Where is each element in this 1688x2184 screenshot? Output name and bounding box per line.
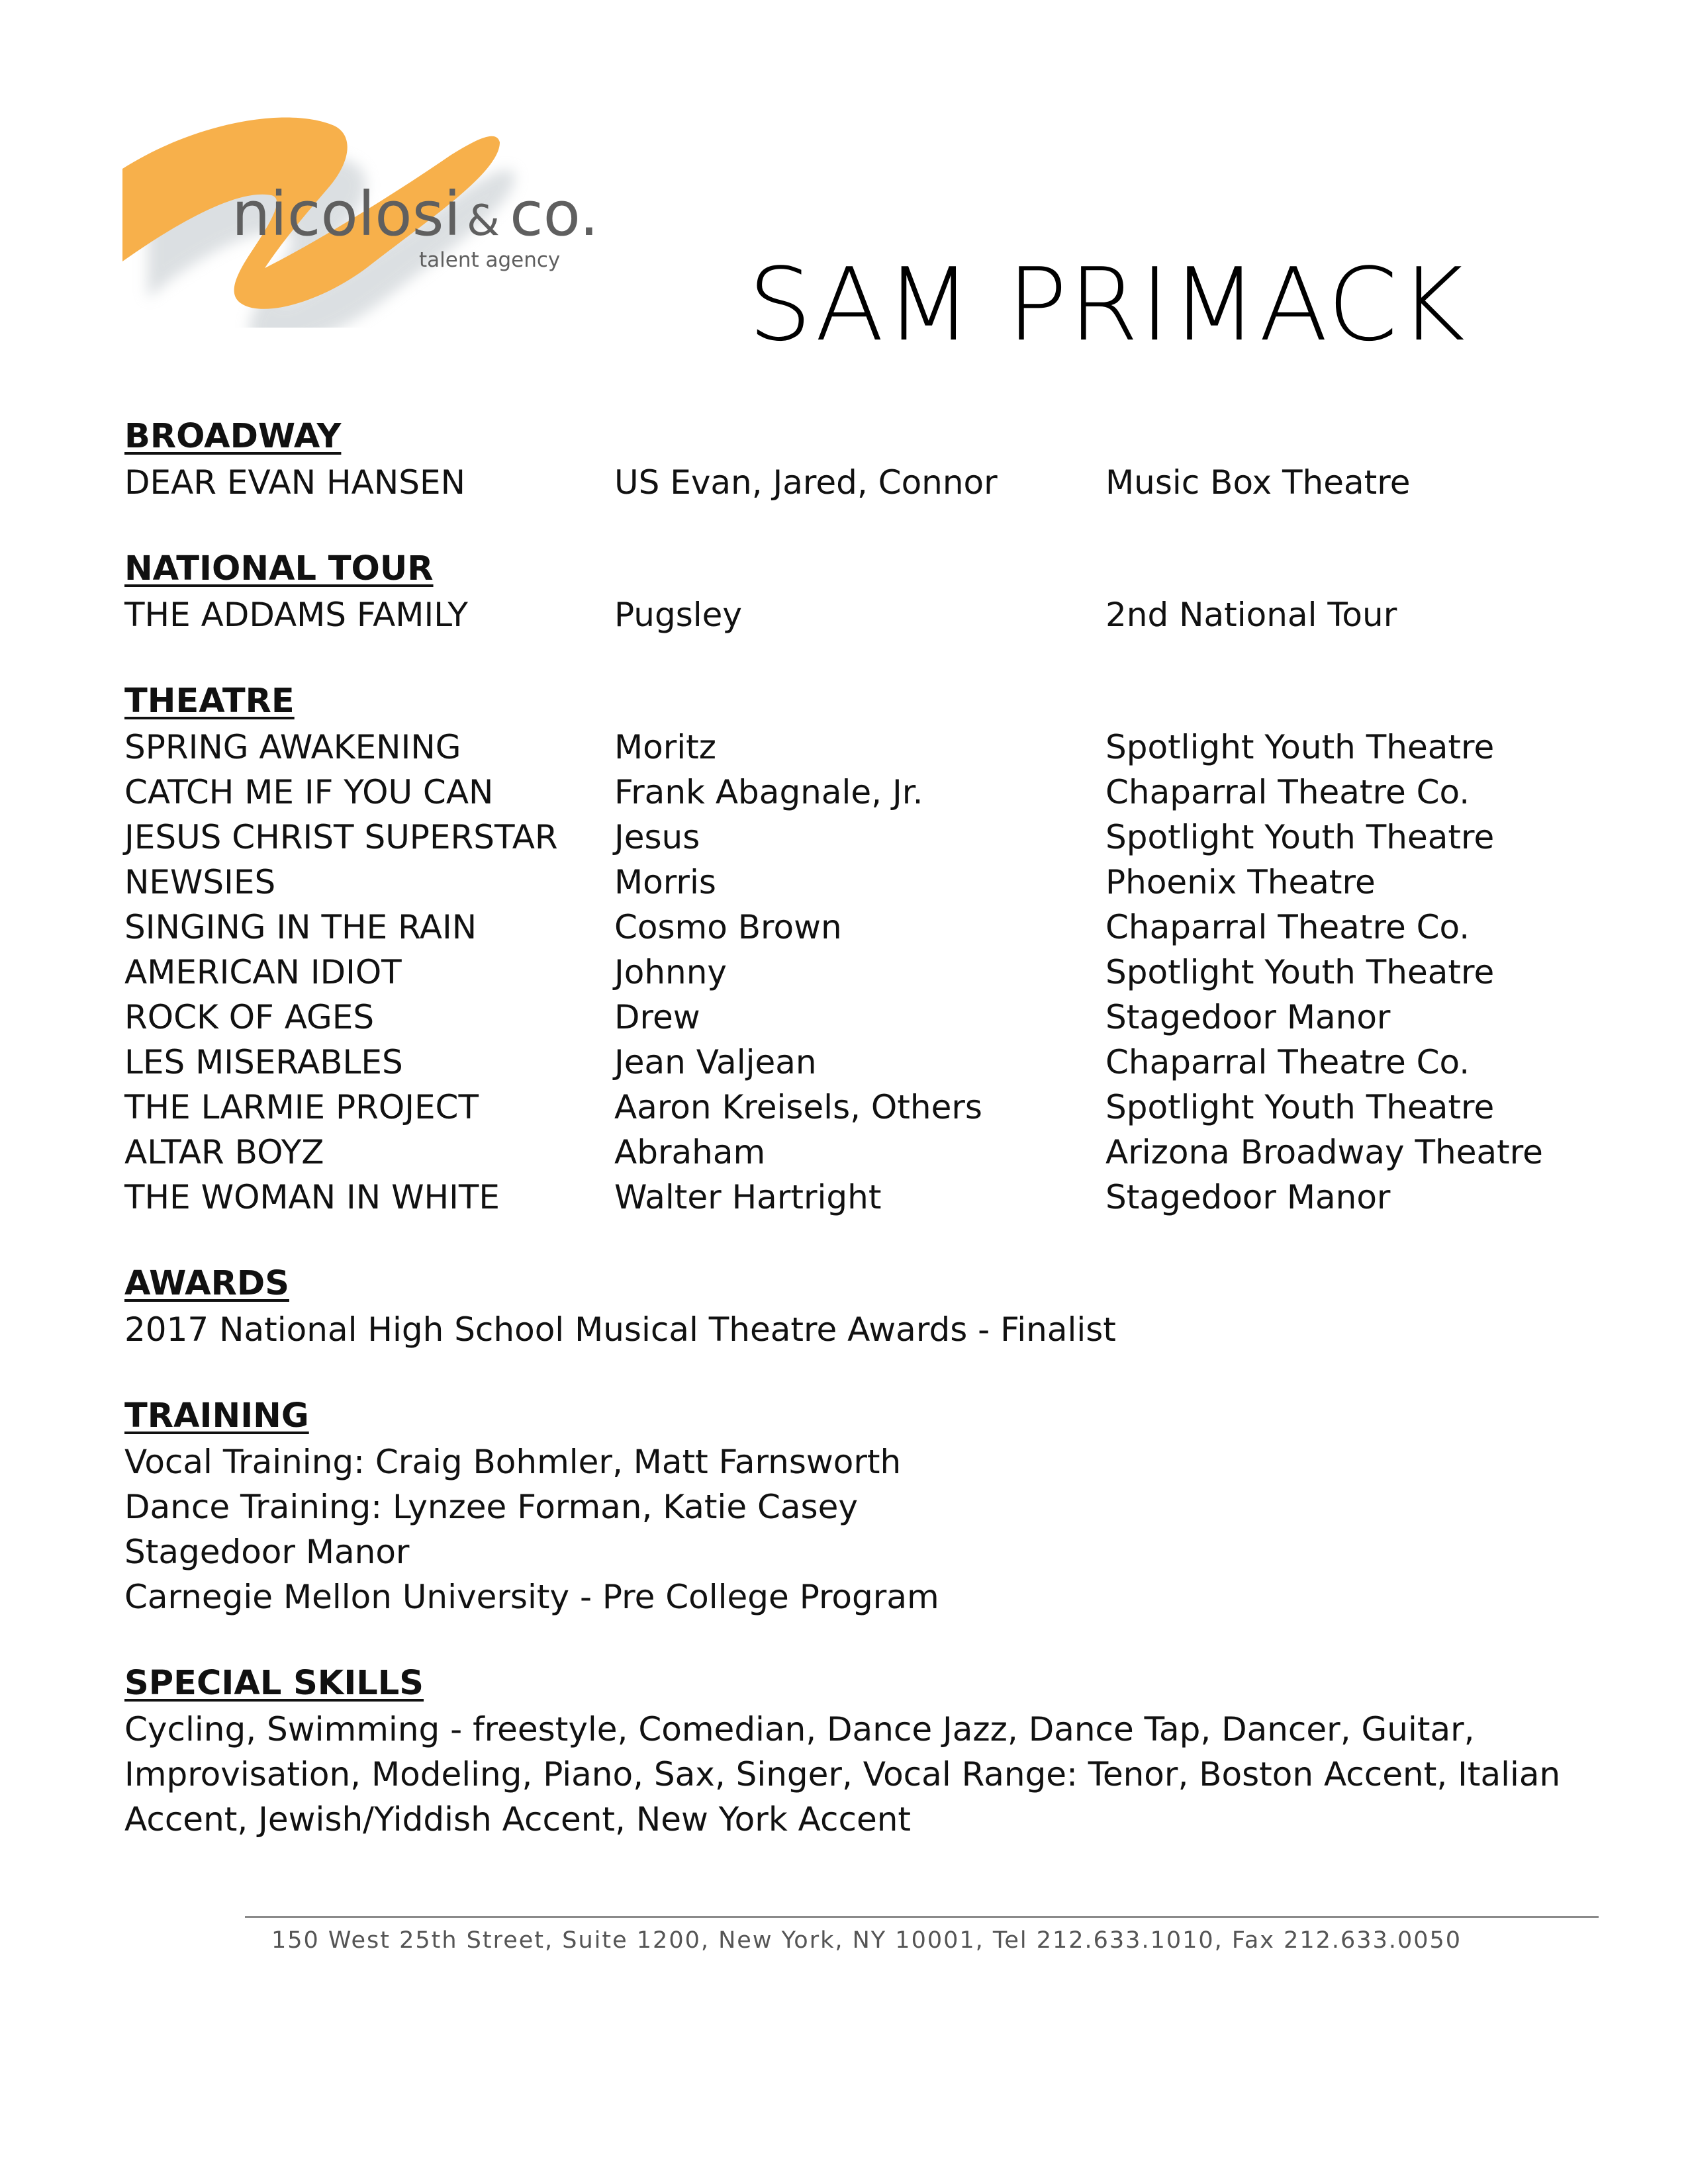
credit-row [124, 770, 1614, 815]
credit-venue: Spotlight Youth Theatre [1105, 953, 1495, 991]
section-national-tour [124, 546, 1614, 637]
section-heading-special-skills: SPECIAL SKILLS [124, 1664, 424, 1703]
credit-venue: Chaparral Theatre Co. [1105, 1043, 1470, 1081]
credit-title: SPRING AWAKENING [124, 728, 461, 766]
credit-venue: Phoenix Theatre [1105, 863, 1376, 901]
credit-venue: Spotlight Youth Theatre [1105, 728, 1495, 766]
credit-title: THE ADDAMS FAMILY [124, 596, 468, 634]
credit-title: THE LARMIE PROJECT [124, 1088, 479, 1126]
credit-role: Jean Valjean [614, 1043, 817, 1081]
logo-tagline: talent agency [419, 248, 561, 272]
credit-row [124, 460, 1614, 505]
credit-title: DEAR EVAN HANSEN [124, 463, 465, 502]
credit-title: JESUS CHRIST SUPERSTAR [124, 818, 558, 856]
credit-role: Aaron Kreisels, Others [614, 1088, 982, 1126]
credit-row [124, 950, 1614, 995]
training-line: Dance Training: Lynzee Forman, Katie Casey [124, 1488, 858, 1526]
credit-venue: 2nd National Tour [1105, 596, 1397, 634]
footer-divider [245, 1916, 1599, 1918]
section-awards [124, 1261, 1614, 1352]
performer-name: SAM PRIMACK [748, 246, 1467, 363]
credit-venue: Stagedoor Manor [1105, 1178, 1391, 1216]
credit-role: Jesus [614, 818, 700, 856]
credit-title: LES MISERABLES [124, 1043, 403, 1081]
credit-role: Cosmo Brown [614, 908, 842, 946]
credit-row [124, 1175, 1614, 1220]
credit-row [124, 592, 1614, 637]
agency-logo-graphic [122, 109, 612, 328]
credit-row [124, 1085, 1614, 1130]
resume-body [124, 414, 1614, 1883]
credit-title: SINGING IN THE RAIN [124, 908, 477, 946]
credit-role: Moritz [614, 728, 717, 766]
logo-ampersand: & [467, 197, 500, 246]
section-heading-theatre: THEATRE [124, 682, 295, 721]
credit-venue: Spotlight Youth Theatre [1105, 818, 1495, 856]
credit-role: US Evan, Jared, Connor [614, 463, 998, 502]
credit-row [124, 905, 1614, 950]
credit-role: Frank Abagnale, Jr. [614, 773, 923, 811]
section-heading-training: TRAINING [124, 1396, 309, 1435]
credit-venue: Spotlight Youth Theatre [1105, 1088, 1495, 1126]
training-line: Vocal Training: Craig Bohmler, Matt Farnsworth [124, 1443, 902, 1481]
credit-title: ALTAR BOYZ [124, 1133, 324, 1171]
credit-venue: Stagedoor Manor [1105, 998, 1391, 1036]
credit-row [124, 815, 1614, 860]
footer-address: 150 West 25th Street, Suite 1200, New York, NY 10001, Tel 212.633.1010, Fax 212.633.0050 [271, 1927, 1462, 1954]
credit-venue: Chaparral Theatre Co. [1105, 773, 1470, 811]
credit-role: Abraham [614, 1133, 766, 1171]
credit-row [124, 1130, 1614, 1175]
credit-row [124, 1040, 1614, 1085]
section-broadway [124, 414, 1614, 505]
credit-row [124, 725, 1614, 770]
section-heading-national-tour: NATIONAL TOUR [124, 549, 434, 588]
award-line: 2017 National High School Musical Theatre Awards - Finalist [124, 1310, 1116, 1349]
training-line: Carnegie Mellon University - Pre College Program [124, 1578, 939, 1616]
credit-role: Johnny [614, 953, 727, 991]
credit-title: AMERICAN IDIOT [124, 953, 402, 991]
credit-title: NEWSIES [124, 863, 276, 901]
credit-role: Pugsley [614, 596, 742, 634]
special-skills-text: Cycling, Swimming - freestyle, Comedian, Dance Jazz, Dance Tap, Dancer, Guitar, Improvisation, Modeling, Piano, Sax, Singer, Vocal Range: Tenor, Boston Accent, Italian Accent, Jewish/Yiddish Accent, New York Accent [124, 1710, 1561, 1839]
agency-logo [122, 109, 612, 328]
credit-title: ROCK OF AGES [124, 998, 375, 1036]
credit-row [124, 995, 1614, 1040]
credit-venue: Music Box Theatre [1105, 463, 1411, 502]
credit-venue: Arizona Broadway Theatre [1105, 1133, 1543, 1171]
credit-role: Morris [614, 863, 716, 901]
section-training [124, 1393, 1614, 1619]
logo-brand: nicolosi [232, 179, 461, 250]
credit-role: Drew [614, 998, 700, 1036]
section-heading-broadway: BROADWAY [124, 417, 342, 456]
credit-role: Walter Hartright [614, 1178, 882, 1216]
credit-title: THE WOMAN IN WHITE [124, 1178, 500, 1216]
section-theatre [124, 678, 1614, 1220]
section-heading-awards: AWARDS [124, 1264, 289, 1303]
section-special-skills [124, 1661, 1614, 1842]
credit-venue: Chaparral Theatre Co. [1105, 908, 1470, 946]
credit-title: CATCH ME IF YOU CAN [124, 773, 494, 811]
training-line: Stagedoor Manor [124, 1533, 410, 1571]
credit-row [124, 860, 1614, 905]
logo-co: co. [510, 179, 599, 250]
